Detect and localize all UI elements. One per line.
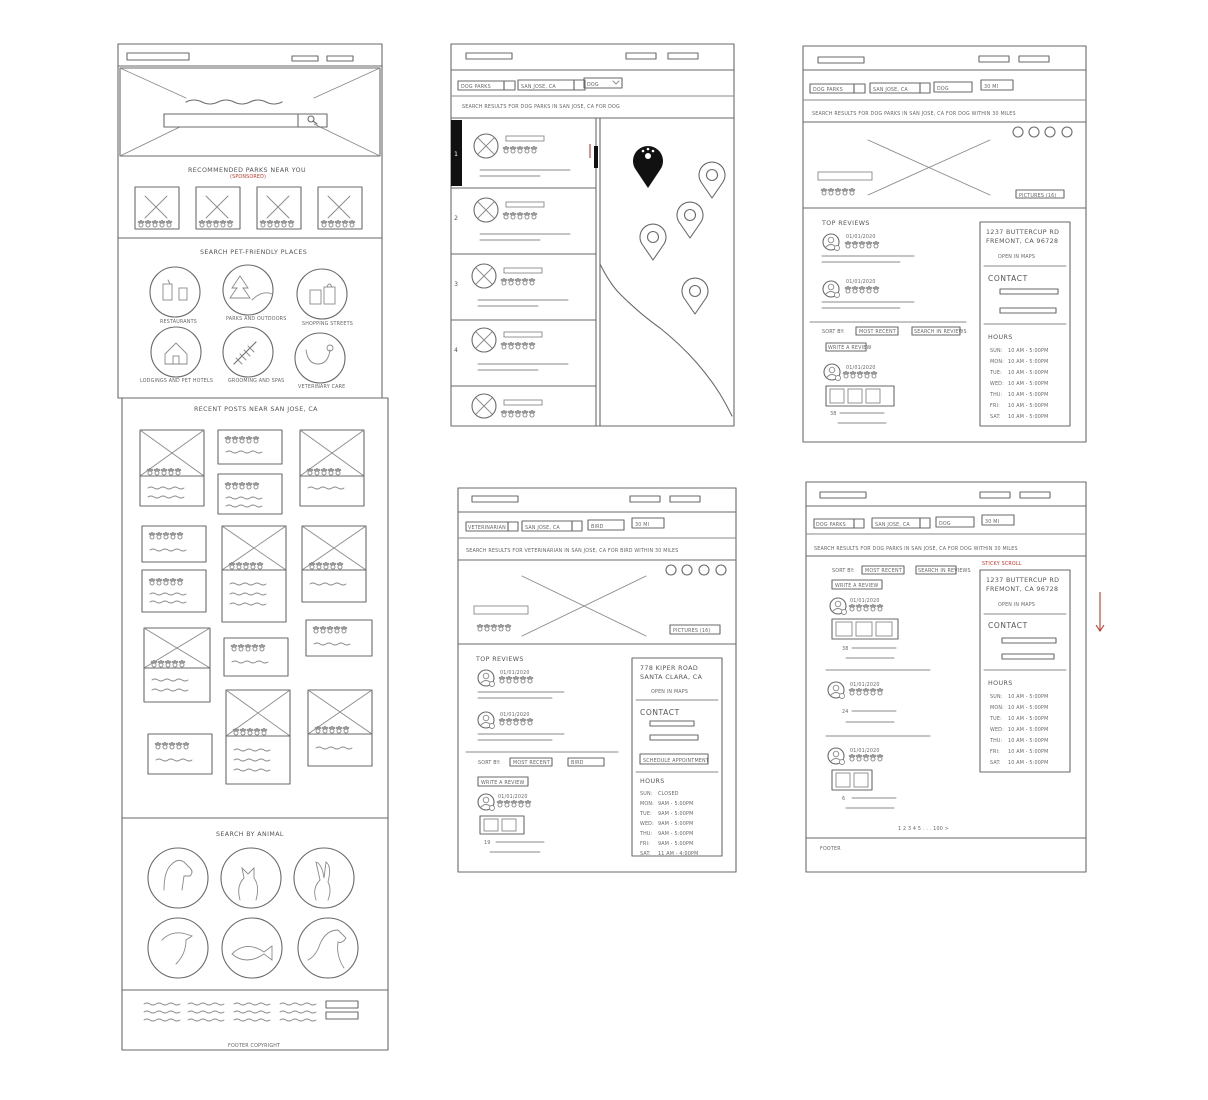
svg-text:FRI:: FRI:	[990, 404, 1000, 409]
svg-text:VETERINARIAN: VETERINARIAN	[468, 526, 506, 531]
cat-icon[interactable]	[221, 848, 281, 908]
svg-text:01/01/2020: 01/01/2020	[846, 280, 876, 285]
scrollbar-thumb[interactable]	[594, 146, 598, 168]
sponsored-note: (SPONSORED)	[230, 175, 267, 180]
svg-text:9AM - 5:00PM: 9AM - 5:00PM	[658, 822, 694, 827]
sticky-scroll-note: STICKY SCROLL	[982, 562, 1022, 567]
logo-placeholder[interactable]	[466, 53, 512, 59]
search-icon[interactable]	[920, 518, 930, 528]
svg-text:01/01/2020: 01/01/2020	[850, 749, 880, 754]
svg-text:38: 38	[830, 412, 837, 417]
results-summary: SEARCH RESULTS FOR DOG PARKS IN SAN JOSE, CA FOR DOG WITHIN 30 MILES	[814, 547, 1018, 552]
svg-text:10 AM - 5:00PM: 10 AM - 5:00PM	[1008, 750, 1049, 755]
svg-text:THU:: THU:	[990, 739, 1003, 744]
category-label: GROOMING AND SPAS	[228, 379, 285, 384]
share-icon[interactable]	[666, 565, 676, 575]
post-card[interactable]	[142, 570, 206, 612]
svg-text:30 MI: 30 MI	[985, 520, 1000, 525]
svg-text:10 AM - 5:00PM: 10 AM - 5:00PM	[1008, 404, 1049, 409]
svg-text:SAT:: SAT:	[990, 415, 1001, 420]
search-places-title: SEARCH PET-FRIENDLY PLACES	[200, 249, 308, 256]
contact-line[interactable]	[650, 721, 694, 726]
rabbit-icon[interactable]	[294, 848, 354, 908]
svg-text:2: 2	[454, 215, 459, 222]
svg-text:DOG: DOG	[939, 522, 951, 527]
svg-text:24: 24	[842, 710, 849, 715]
logo-placeholder[interactable]	[818, 57, 864, 63]
svg-text:3: 3	[454, 281, 459, 288]
nav-link[interactable]	[630, 496, 660, 502]
category-label: VETERINARY CARE	[298, 385, 346, 390]
search-icon[interactable]	[920, 83, 930, 93]
svg-text:1: 1	[454, 151, 459, 158]
recommended-park-card[interactable]	[196, 187, 240, 229]
svg-text:SUN:: SUN:	[640, 792, 653, 797]
sort-label: SORT BY:	[822, 330, 845, 335]
svg-text:10 AM - 5:00PM: 10 AM - 5:00PM	[1008, 360, 1049, 365]
svg-text:6: 6	[842, 797, 846, 802]
svg-text:FRI:: FRI:	[640, 842, 650, 847]
scroll-detail-wireframe	[806, 482, 1104, 872]
hero-image	[120, 68, 380, 156]
contact-line[interactable]	[1000, 308, 1056, 313]
svg-text:WED:: WED:	[640, 822, 654, 827]
svg-text:01/01/2020: 01/01/2020	[498, 795, 528, 800]
svg-text:WED:: WED:	[990, 728, 1004, 733]
home-wireframe	[118, 44, 388, 1050]
contact-line[interactable]	[1000, 289, 1058, 294]
search-icon[interactable]	[854, 519, 864, 528]
category-label: SHOPPING STREETS	[302, 322, 354, 327]
map-pin[interactable]	[677, 202, 703, 238]
svg-text:10 AM - 5:00PM: 10 AM - 5:00PM	[1008, 706, 1049, 711]
page-footer: FOOTER	[820, 847, 841, 852]
search-icon[interactable]	[504, 81, 515, 90]
fish-icon[interactable]	[222, 918, 282, 978]
svg-text:01/01/2020: 01/01/2020	[846, 366, 876, 371]
hours-list	[639, 791, 698, 857]
recent-posts-title: RECENT POSTS NEAR SAN JOSE, CA	[194, 406, 318, 413]
post-card[interactable]	[218, 474, 282, 514]
review-with-photos	[828, 748, 896, 808]
nav-link[interactable]	[979, 56, 1009, 62]
park-tree-icon[interactable]	[223, 265, 273, 315]
svg-text:TUE:: TUE:	[990, 371, 1002, 376]
svg-text:10 AM - 5:00PM: 10 AM - 5:00PM	[1008, 728, 1049, 733]
post-card[interactable]	[218, 430, 282, 464]
results-summary: SEARCH RESULTS FOR DOG PARKS IN SAN JOSE, CA FOR DOG	[462, 105, 620, 110]
shopping-bag-icon[interactable]	[297, 269, 347, 319]
svg-text:10 AM - 5:00PM: 10 AM - 5:00PM	[1008, 717, 1049, 722]
svg-text:11 AM - 4:00PM: 11 AM - 4:00PM	[658, 852, 699, 857]
map-pin[interactable]	[699, 162, 725, 198]
search-icon[interactable]	[308, 116, 317, 124]
search-icon[interactable]	[854, 84, 865, 93]
nav-link[interactable]	[1019, 56, 1049, 62]
svg-text:DOG: DOG	[937, 87, 949, 92]
svg-text:SUN:: SUN:	[990, 349, 1003, 354]
nav-link[interactable]	[626, 53, 656, 59]
nav-link[interactable]	[980, 492, 1010, 498]
svg-text:MON:: MON:	[990, 706, 1004, 711]
map-pin[interactable]	[640, 224, 666, 260]
svg-text:30 MI: 30 MI	[635, 523, 650, 528]
svg-text:HOURS: HOURS	[988, 334, 1013, 341]
svg-text:38: 38	[842, 647, 849, 652]
review-item	[822, 279, 914, 308]
svg-text:SCHEDULE APPOINTMENT: SCHEDULE APPOINTMENT	[643, 759, 709, 764]
post-card[interactable]	[306, 620, 372, 656]
post-card[interactable]	[224, 638, 288, 676]
top-reviews-title: TOP REVIEWS	[822, 220, 870, 227]
logo-placeholder[interactable]	[472, 496, 518, 502]
park-detail-wireframe	[803, 46, 1086, 442]
svg-text:19: 19	[484, 841, 491, 846]
nav-link[interactable]	[292, 56, 318, 61]
nav-link[interactable]	[327, 56, 353, 61]
category-label: PARKS AND OUTDOORS	[226, 317, 287, 322]
phone-icon[interactable]	[699, 565, 709, 575]
svg-text:THU:: THU:	[990, 393, 1003, 398]
svg-text:WRITE A REVIEW: WRITE A REVIEW	[835, 584, 879, 589]
category-label: RESTAURANTS	[160, 320, 197, 325]
svg-text:10 AM - 5:00PM: 10 AM - 5:00PM	[1008, 349, 1049, 354]
home-footer: FOOTER COPYRIGHT	[228, 1044, 281, 1049]
svg-text:SANTA CLARA, CA: SANTA CLARA, CA	[640, 674, 703, 681]
pagination[interactable]: 1 2 3 4 5 . . . 100 >	[898, 827, 949, 832]
favorite-icon[interactable]	[1062, 127, 1072, 137]
post-card[interactable]	[222, 526, 286, 622]
review-with-photos	[830, 598, 898, 658]
svg-text:10 AM - 5:00PM: 10 AM - 5:00PM	[1008, 739, 1049, 744]
svg-text:10 AM - 5:00PM: 10 AM - 5:00PM	[1008, 393, 1049, 398]
post-card[interactable]	[300, 430, 364, 506]
svg-text:MOST RECENT: MOST RECENT	[859, 330, 896, 335]
review-item	[828, 682, 896, 722]
logo-placeholder[interactable]	[820, 492, 866, 498]
share-icon[interactable]	[1013, 127, 1023, 137]
svg-text:9AM - 5:00PM: 9AM - 5:00PM	[658, 812, 694, 817]
svg-text:01/01/2020: 01/01/2020	[850, 599, 880, 604]
selected-map-pin[interactable]	[633, 146, 663, 188]
footer-links[interactable]	[144, 1001, 358, 1021]
svg-text:10 AM - 5:00PM: 10 AM - 5:00PM	[1008, 371, 1049, 376]
review-with-photos	[478, 794, 544, 852]
svg-text:SAN JOSE, CA: SAN JOSE, CA	[875, 523, 910, 528]
svg-text:4: 4	[454, 347, 459, 354]
svg-text:WRITE A REVIEW: WRITE A REVIEW	[828, 346, 872, 351]
directions-icon[interactable]	[682, 565, 692, 575]
post-card[interactable]	[140, 430, 204, 506]
search-icon[interactable]	[574, 80, 585, 90]
svg-text:01/01/2020: 01/01/2020	[850, 683, 880, 688]
svg-text:CONTACT: CONTACT	[988, 274, 1028, 283]
contact-line[interactable]	[1002, 638, 1056, 643]
svg-text:SAN JOSE, CA: SAN JOSE, CA	[525, 526, 560, 531]
svg-text:10 AM - 5:00PM: 10 AM - 5:00PM	[1008, 415, 1049, 420]
svg-text:MOST RECENT: MOST RECENT	[865, 569, 902, 574]
svg-text:CLOSED: CLOSED	[658, 792, 679, 797]
svg-text:THU:: THU:	[640, 832, 653, 837]
svg-text:SAN JOSE, CA: SAN JOSE, CA	[521, 85, 556, 90]
search-animal-title: SEARCH BY ANIMAL	[216, 831, 284, 838]
svg-text:778 KIPER ROAD: 778 KIPER ROAD	[640, 665, 699, 672]
svg-text:SEARCH IN REVIEWS: SEARCH IN REVIEWS	[914, 330, 967, 335]
chevron-down-icon	[613, 81, 619, 84]
open-in-maps-link[interactable]: OPEN IN MAPS	[998, 255, 1036, 260]
hours-list	[989, 694, 1048, 766]
favorite-icon[interactable]	[716, 565, 726, 575]
svg-text:WED:: WED:	[990, 382, 1004, 387]
svg-text:SAT:: SAT:	[990, 761, 1001, 766]
svg-text:FRI:: FRI:	[990, 750, 1000, 755]
svg-text:TUE:: TUE:	[990, 717, 1002, 722]
results-summary: SEARCH RESULTS FOR VETERINARIAN IN SAN JOSE, CA FOR BIRD WITHIN 30 MILES	[466, 549, 679, 554]
svg-text:WRITE A REVIEW: WRITE A REVIEW	[481, 781, 525, 786]
svg-text:MON:: MON:	[990, 360, 1004, 365]
sort-label: SORT BY:	[478, 761, 501, 766]
scroll-down-arrow	[1096, 592, 1104, 631]
post-card[interactable]	[148, 734, 212, 774]
svg-text:1237 BUTTERCUP RD: 1237 BUTTERCUP RD	[986, 577, 1060, 584]
svg-text:01/01/2020: 01/01/2020	[500, 671, 530, 676]
nav-link[interactable]	[668, 53, 698, 59]
map-area[interactable]	[600, 146, 732, 416]
open-in-maps-link[interactable]: OPEN IN MAPS	[998, 603, 1036, 608]
results-wireframe	[451, 44, 734, 426]
horse-icon[interactable]	[298, 918, 358, 978]
svg-text:SUN:: SUN:	[990, 695, 1003, 700]
grooming-comb-icon[interactable]	[223, 327, 273, 377]
svg-text:DOG PARKS: DOG PARKS	[813, 88, 843, 93]
hero-search-input[interactable]	[164, 114, 298, 127]
dog-icon[interactable]	[148, 848, 208, 908]
results-summary: SEARCH RESULTS FOR DOG PARKS IN SAN JOSE, CA FOR DOG WITHIN 30 MILES	[812, 112, 1016, 117]
svg-text:HOURS: HOURS	[640, 778, 665, 785]
result-item[interactable]	[474, 134, 570, 176]
house-icon[interactable]	[151, 327, 201, 377]
open-in-maps-link[interactable]: OPEN IN MAPS	[651, 690, 689, 695]
svg-text:CONTACT: CONTACT	[640, 708, 680, 717]
restaurants-icon[interactable]	[150, 267, 200, 317]
svg-text:HOURS: HOURS	[988, 680, 1013, 687]
recommended-title: RECOMMENDED PARKS NEAR YOU	[188, 167, 306, 174]
search-icon[interactable]	[572, 521, 582, 531]
svg-text:TUE:: TUE:	[640, 812, 652, 817]
hours-list	[989, 348, 1048, 420]
review-with-photos	[824, 364, 894, 423]
svg-text:DOG PARKS: DOG PARKS	[816, 523, 846, 528]
vet-detail-wireframe	[458, 488, 736, 872]
svg-text:30 MI: 30 MI	[984, 85, 999, 90]
svg-text:SAN JOSE, CA: SAN JOSE, CA	[873, 88, 908, 93]
search-icon[interactable]	[508, 522, 518, 531]
stethoscope-icon[interactable]	[295, 333, 345, 383]
recommended-park-card[interactable]	[257, 187, 301, 229]
result-item[interactable]	[472, 328, 568, 370]
contact-line[interactable]	[650, 735, 698, 740]
result-item[interactable]	[472, 264, 568, 306]
post-card[interactable]	[226, 690, 290, 784]
post-card[interactable]	[144, 628, 210, 702]
svg-text:PICTURES (16): PICTURES (16)	[1019, 194, 1057, 199]
svg-text:FREMONT, CA 96728: FREMONT, CA 96728	[986, 586, 1059, 593]
category-label: LODGINGS AND PET HOTELS	[140, 379, 214, 384]
svg-text:DOG: DOG	[587, 83, 599, 88]
directions-icon[interactable]	[1029, 127, 1039, 137]
contact-line[interactable]	[1002, 654, 1054, 659]
svg-text:DOG PARKS: DOG PARKS	[461, 85, 491, 90]
svg-text:FREMONT, CA 96728: FREMONT, CA 96728	[986, 238, 1059, 245]
svg-text:SAT:: SAT:	[640, 852, 651, 857]
nav-link[interactable]	[670, 496, 700, 502]
svg-text:BIRD: BIRD	[571, 761, 584, 766]
svg-text:CONTACT: CONTACT	[988, 621, 1028, 630]
svg-text:9AM - 5:00PM: 9AM - 5:00PM	[658, 832, 694, 837]
review-item	[822, 234, 914, 262]
svg-text:10 AM - 5:00PM: 10 AM - 5:00PM	[1008, 761, 1049, 766]
post-card[interactable]	[308, 690, 372, 766]
recommended-park-card[interactable]	[318, 187, 362, 229]
result-item[interactable]	[472, 394, 542, 418]
result-item[interactable]	[474, 198, 570, 240]
svg-text:1237 BUTTERCUP RD: 1237 BUTTERCUP RD	[986, 229, 1060, 236]
bird-icon[interactable]	[148, 918, 208, 978]
svg-text:BIRD: BIRD	[591, 525, 604, 530]
svg-text:SEARCH IN REVIEWS: SEARCH IN REVIEWS	[918, 569, 971, 574]
sort-label: SORT BY:	[832, 569, 855, 574]
map-pin[interactable]	[682, 278, 708, 314]
phone-icon[interactable]	[1045, 127, 1055, 137]
nav-link[interactable]	[1020, 492, 1050, 498]
logo-placeholder[interactable]	[127, 53, 189, 60]
svg-text:10 AM - 5:00PM: 10 AM - 5:00PM	[1008, 695, 1049, 700]
svg-text:01/01/2020: 01/01/2020	[500, 713, 530, 718]
review-item	[478, 712, 564, 740]
post-card[interactable]	[142, 526, 206, 562]
svg-text:10 AM - 5:00PM: 10 AM - 5:00PM	[1008, 382, 1049, 387]
svg-text:MON:: MON:	[640, 802, 654, 807]
recommended-park-card[interactable]	[135, 187, 179, 229]
top-reviews-title: TOP REVIEWS	[476, 656, 524, 663]
svg-text:01/01/2020: 01/01/2020	[846, 235, 876, 240]
svg-text:9AM - 5:00PM: 9AM - 5:00PM	[658, 842, 694, 847]
post-card[interactable]	[302, 526, 366, 602]
review-item	[478, 670, 564, 698]
svg-text:9AM - 5:00PM: 9AM - 5:00PM	[658, 802, 694, 807]
svg-text:MOST RECENT: MOST RECENT	[513, 761, 550, 766]
svg-text:PICTURES (16): PICTURES (16)	[673, 629, 711, 634]
